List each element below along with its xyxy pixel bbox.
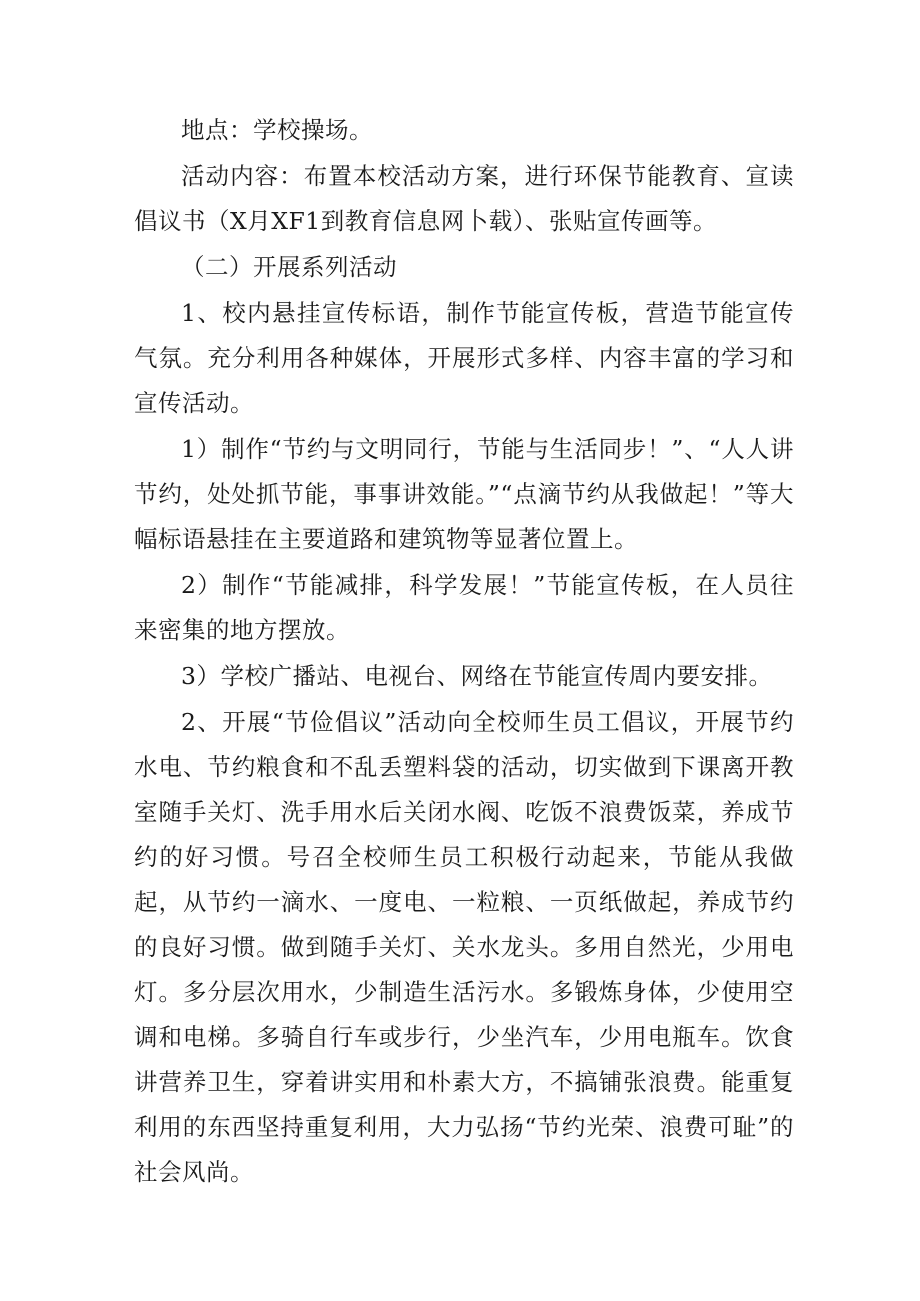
paragraph-subitem-3: 3）学校广播站、电视台、网络在节能宣传周内要安排。 <box>181 662 773 690</box>
paragraph-activity-content: 活动内容：布置本校活动方案，进行环保节能教育、宣读倡议书（X月XF1到教育信息网卜载）、张贴宣传画等。 <box>134 162 794 235</box>
section-heading-series-activities: （二）开展系列活动 <box>181 253 397 281</box>
paragraph-item-2: 2、开展“节俭倡议”活动向全校师生员工倡议，开展节约水电、节约粮食和不乱丢塑料袋的活动，切实做到下课离开教室随手关灯、洗手用水后关闭水阀、吃饭不浪费饭菜，养成节约的好习惯。号召全校师生员工积极行动起来，节能从我做起，从节约一滴水、一度电、一粒粮、一页纸做起，养成节约的良好习惯。做到随手关灯、关水龙头。多用自然光，少用电灯。多分层次用水，少制造生活污水。多锻炼身体，少使用空调和电梯。多骑自行车或步行，少坐汽车，少用电瓶车。饮食讲营养卫生，穿着讲实用和朴素大方，不搞铺张浪费。能重复利用的东西坚持重复利用，大力弘扬“节约光荣、浪费可耻”的社会风尚。 <box>134 708 794 1186</box>
document-body <box>134 108 794 1196</box>
paragraph-location: 地点：学校操场。 <box>181 116 373 144</box>
paragraph-item-1: 1、校内悬挂宣传标语，制作节能宣传板，营造节能宣传气氛。充分利用各种媒体，开展形式多样、内容丰富的学习和宣传活动。 <box>134 299 794 417</box>
paragraph-subitem-1: 1）制作“节约与文明同行，节能与生活同步！”、“人人讲节约，处处抓节能，事事讲效能。”“点滴节约从我做起！”等大幅标语悬挂在主要道路和建筑物等显著位置上。 <box>134 435 794 553</box>
paragraph-subitem-2: 2）制作“节能减排，科学发展！”节能宣传板，在人员往来密集的地方摆放。 <box>134 571 794 644</box>
